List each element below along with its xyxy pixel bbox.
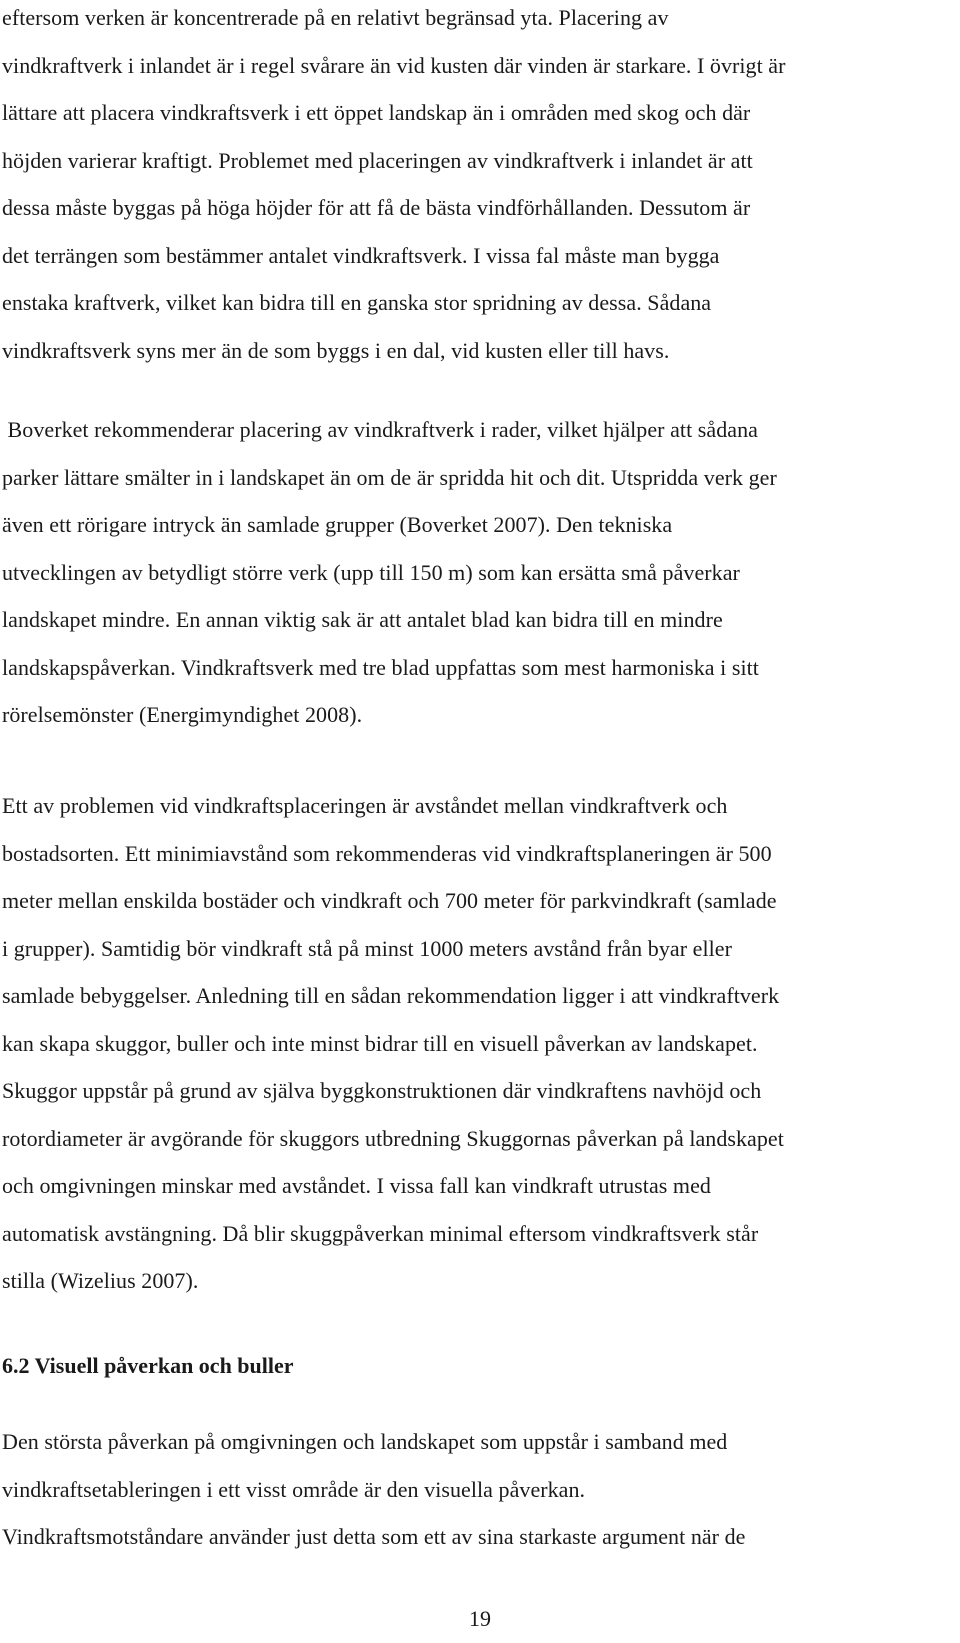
text-line: rörelsemönster (Energimyndighet 2008). bbox=[2, 702, 363, 727]
text-line: dessa måste byggas på höga höjder för att få de bästa vindförhållanden. Dessutom är bbox=[2, 195, 751, 220]
text-line: rotordiameter är avgörande för skuggors utbredning Skuggornas påverkan på landskapet bbox=[2, 1125, 784, 1151]
text-line: Skuggor uppstår på grund av själva byggkonstruktionen där vindkraftens navhöjd och bbox=[2, 1078, 762, 1103]
text-line: utvecklingen av betydligt större verk (upp till 150 m) som kan ersätta små påverkar bbox=[2, 559, 740, 585]
text-line: eftersom verken är koncentrerade på en relativt begränsad yta. Placering av bbox=[2, 5, 669, 30]
text-line: enstaka kraftverk, vilket kan bidra till en ganska stor spridning av dessa. Sådana bbox=[2, 290, 712, 315]
text-line: vindkraftsverk syns mer än de som byggs i en dal, vid kusten eller till havs. bbox=[2, 337, 670, 363]
text-line: i grupper). Samtidig bör vindkraft stå på minst 1000 meters avstånd från byar eller bbox=[2, 935, 732, 961]
text-line: vindkraftsetableringen i ett visst område är den visuella påverkan. bbox=[2, 1476, 586, 1502]
text-line: samlade bebyggelser. Anledning till en sådan rekommendation ligger i att vindkraftverk bbox=[2, 983, 780, 1008]
text-line: och omgivningen minskar med avståndet. I vissa fall kan vindkraft utrustas med bbox=[2, 1173, 711, 1198]
page-number: 19 bbox=[469, 1606, 491, 1631]
paragraph-boverket-recommendation bbox=[2, 406, 932, 739]
text-line: bostadsorten. Ett minimiavstånd som rekommenderas vid vindkraftsplaneringen är 500 bbox=[2, 840, 772, 866]
text-line: parker lättare smälter in i landskapet än om de är spridda hit och dit. Utspridda verk ger bbox=[2, 464, 777, 490]
text-line: även ett rörigare intryck än samlade grupper (Boverket 2007). Den tekniska bbox=[2, 512, 673, 537]
text-line: meter mellan enskilda bostäder och vindkraft och 700 meter för parkvindkraft (samlade bbox=[2, 888, 777, 913]
text-line: Den största påverkan på omgivningen och landskapet som uppstår i samband med bbox=[2, 1429, 728, 1454]
section-heading: 6.2 Visuell påverkan och buller bbox=[2, 1353, 294, 1378]
text-line: automatisk avstängning. Då blir skuggpåverkan minimal eftersom vindkraftsverk står bbox=[2, 1220, 759, 1246]
paragraph-placement-inland bbox=[2, 0, 932, 374]
text-line: Vindkraftsmotståndare använder just detta som ett av sina starkaste argument när de bbox=[2, 1524, 746, 1549]
text-line: höjden varierar kraftigt. Problemet med placeringen av vindkraftverk i inlandet är att bbox=[2, 147, 753, 173]
text-line: Ett av problemen vid vindkraftsplaceringen är avståndet mellan vindkraftverk och bbox=[2, 793, 728, 818]
text-line: vindkraftverk i inlandet är i regel svårare än vid kusten där vinden är starkare. I övrigt är bbox=[2, 52, 786, 78]
text-line: kan skapa skuggor, buller och inte minst bidrar till en visuell påverkan av landskapet. bbox=[2, 1030, 758, 1056]
text-line: lättare att placera vindkraftsverk i ett öppet landskap än i områden med skog och där bbox=[2, 100, 751, 125]
text-line: landskapspåverkan. Vindkraftsverk med tre blad uppfattas som mest harmoniska i sitt bbox=[2, 654, 759, 680]
text-line: Boverket rekommenderar placering av vindkraftverk i rader, vilket hjälper att sådana bbox=[2, 417, 758, 442]
text-line: stilla (Wizelius 2007). bbox=[2, 1268, 199, 1293]
paragraph-distance-problem bbox=[2, 782, 932, 1305]
paragraph-visual-impact bbox=[2, 1418, 932, 1561]
text-line: landskapet mindre. En annan viktig sak är att antalet blad kan bidra till en mindre bbox=[2, 607, 723, 632]
text-line: det terrängen som bestämmer antalet vindkraftsverk. I vissa fal måste man bygga bbox=[2, 242, 720, 268]
